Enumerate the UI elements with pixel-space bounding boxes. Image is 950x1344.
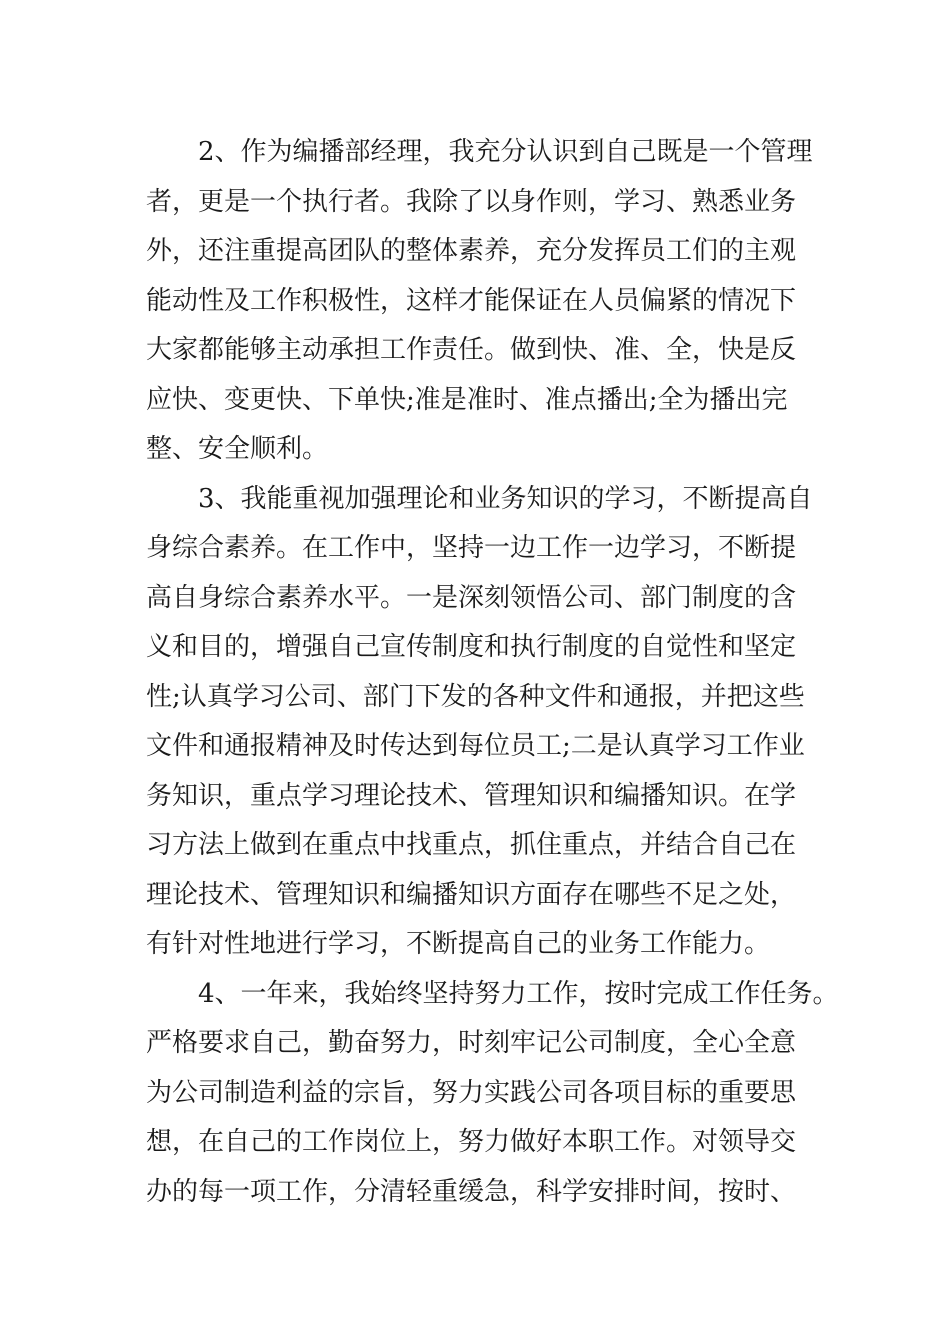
paragraph-2 (146, 128, 846, 475)
text-line: 文件和通报精神及时传达到每位员工;二是认真学习工作业 (146, 731, 805, 761)
paragraph-4 (146, 970, 846, 1218)
text-line: 高自身综合素养水平。一是深刻领悟公司、部门制度的含 (146, 582, 797, 613)
text-line: 4、一年来，我始终坚持努力工作，按时完成工作任务。 (146, 978, 839, 1009)
text-line: 能动性及工作积极性，这样才能保证在人员偏紧的情况下 (146, 285, 797, 316)
text-line: 习方法上做到在重点中找重点，抓住重点，并结合自己在 (146, 830, 797, 860)
text-line: 2、作为编播部经理，我充分认识到自己既是一个管理 (146, 137, 813, 167)
text-line: 外，还注重提高团队的整体素养，充分发挥员工们的主观 (146, 236, 797, 266)
paragraph-3 (146, 475, 846, 970)
text-line: 3、我能重视加强理论和业务知识的学习，不断提高自 (146, 483, 813, 514)
text-line: 理论技术、管理知识和编播知识方面存在哪些不足之处， (146, 879, 797, 910)
text-line: 者，更是一个执行者。我除了以身作则，学习、熟悉业务 (146, 186, 797, 217)
text-line: 身综合素养。在工作中，坚持一边工作一边学习，不断提 (146, 533, 797, 563)
text-line: 义和目的，增强自己宣传制度和执行制度的自觉性和坚定 (146, 632, 797, 662)
text-line: 为公司制造利益的宗旨，努力实践公司各项目标的重要思 (146, 1077, 797, 1108)
text-line: 有针对性地进行学习，不断提高自己的业务工作能力。 (146, 929, 771, 959)
text-line: 想，在自己的工作岗位上，努力做好本职工作。对领导交 (146, 1127, 797, 1157)
text-line: 严格要求自己，勤奋努力，时刻牢记公司制度，全心全意 (146, 1028, 797, 1058)
text-line: 整、安全顺利。 (146, 434, 329, 464)
document-body (146, 128, 846, 1217)
text-line: 办的每一项工作，分清轻重缓急，科学安排时间，按时、 (146, 1176, 797, 1207)
text-line: 应快、变更快、下单快;准是准时、准点播出;全为播出完 (146, 384, 788, 415)
text-line: 大家都能够主动承担工作责任。做到快、准、全，快是反 (146, 335, 797, 365)
text-line: 性;认真学习公司、部门下发的各种文件和通报，并把这些 (146, 681, 805, 712)
text-line: 务知识，重点学习理论技术、管理知识和编播知识。在学 (146, 780, 797, 811)
